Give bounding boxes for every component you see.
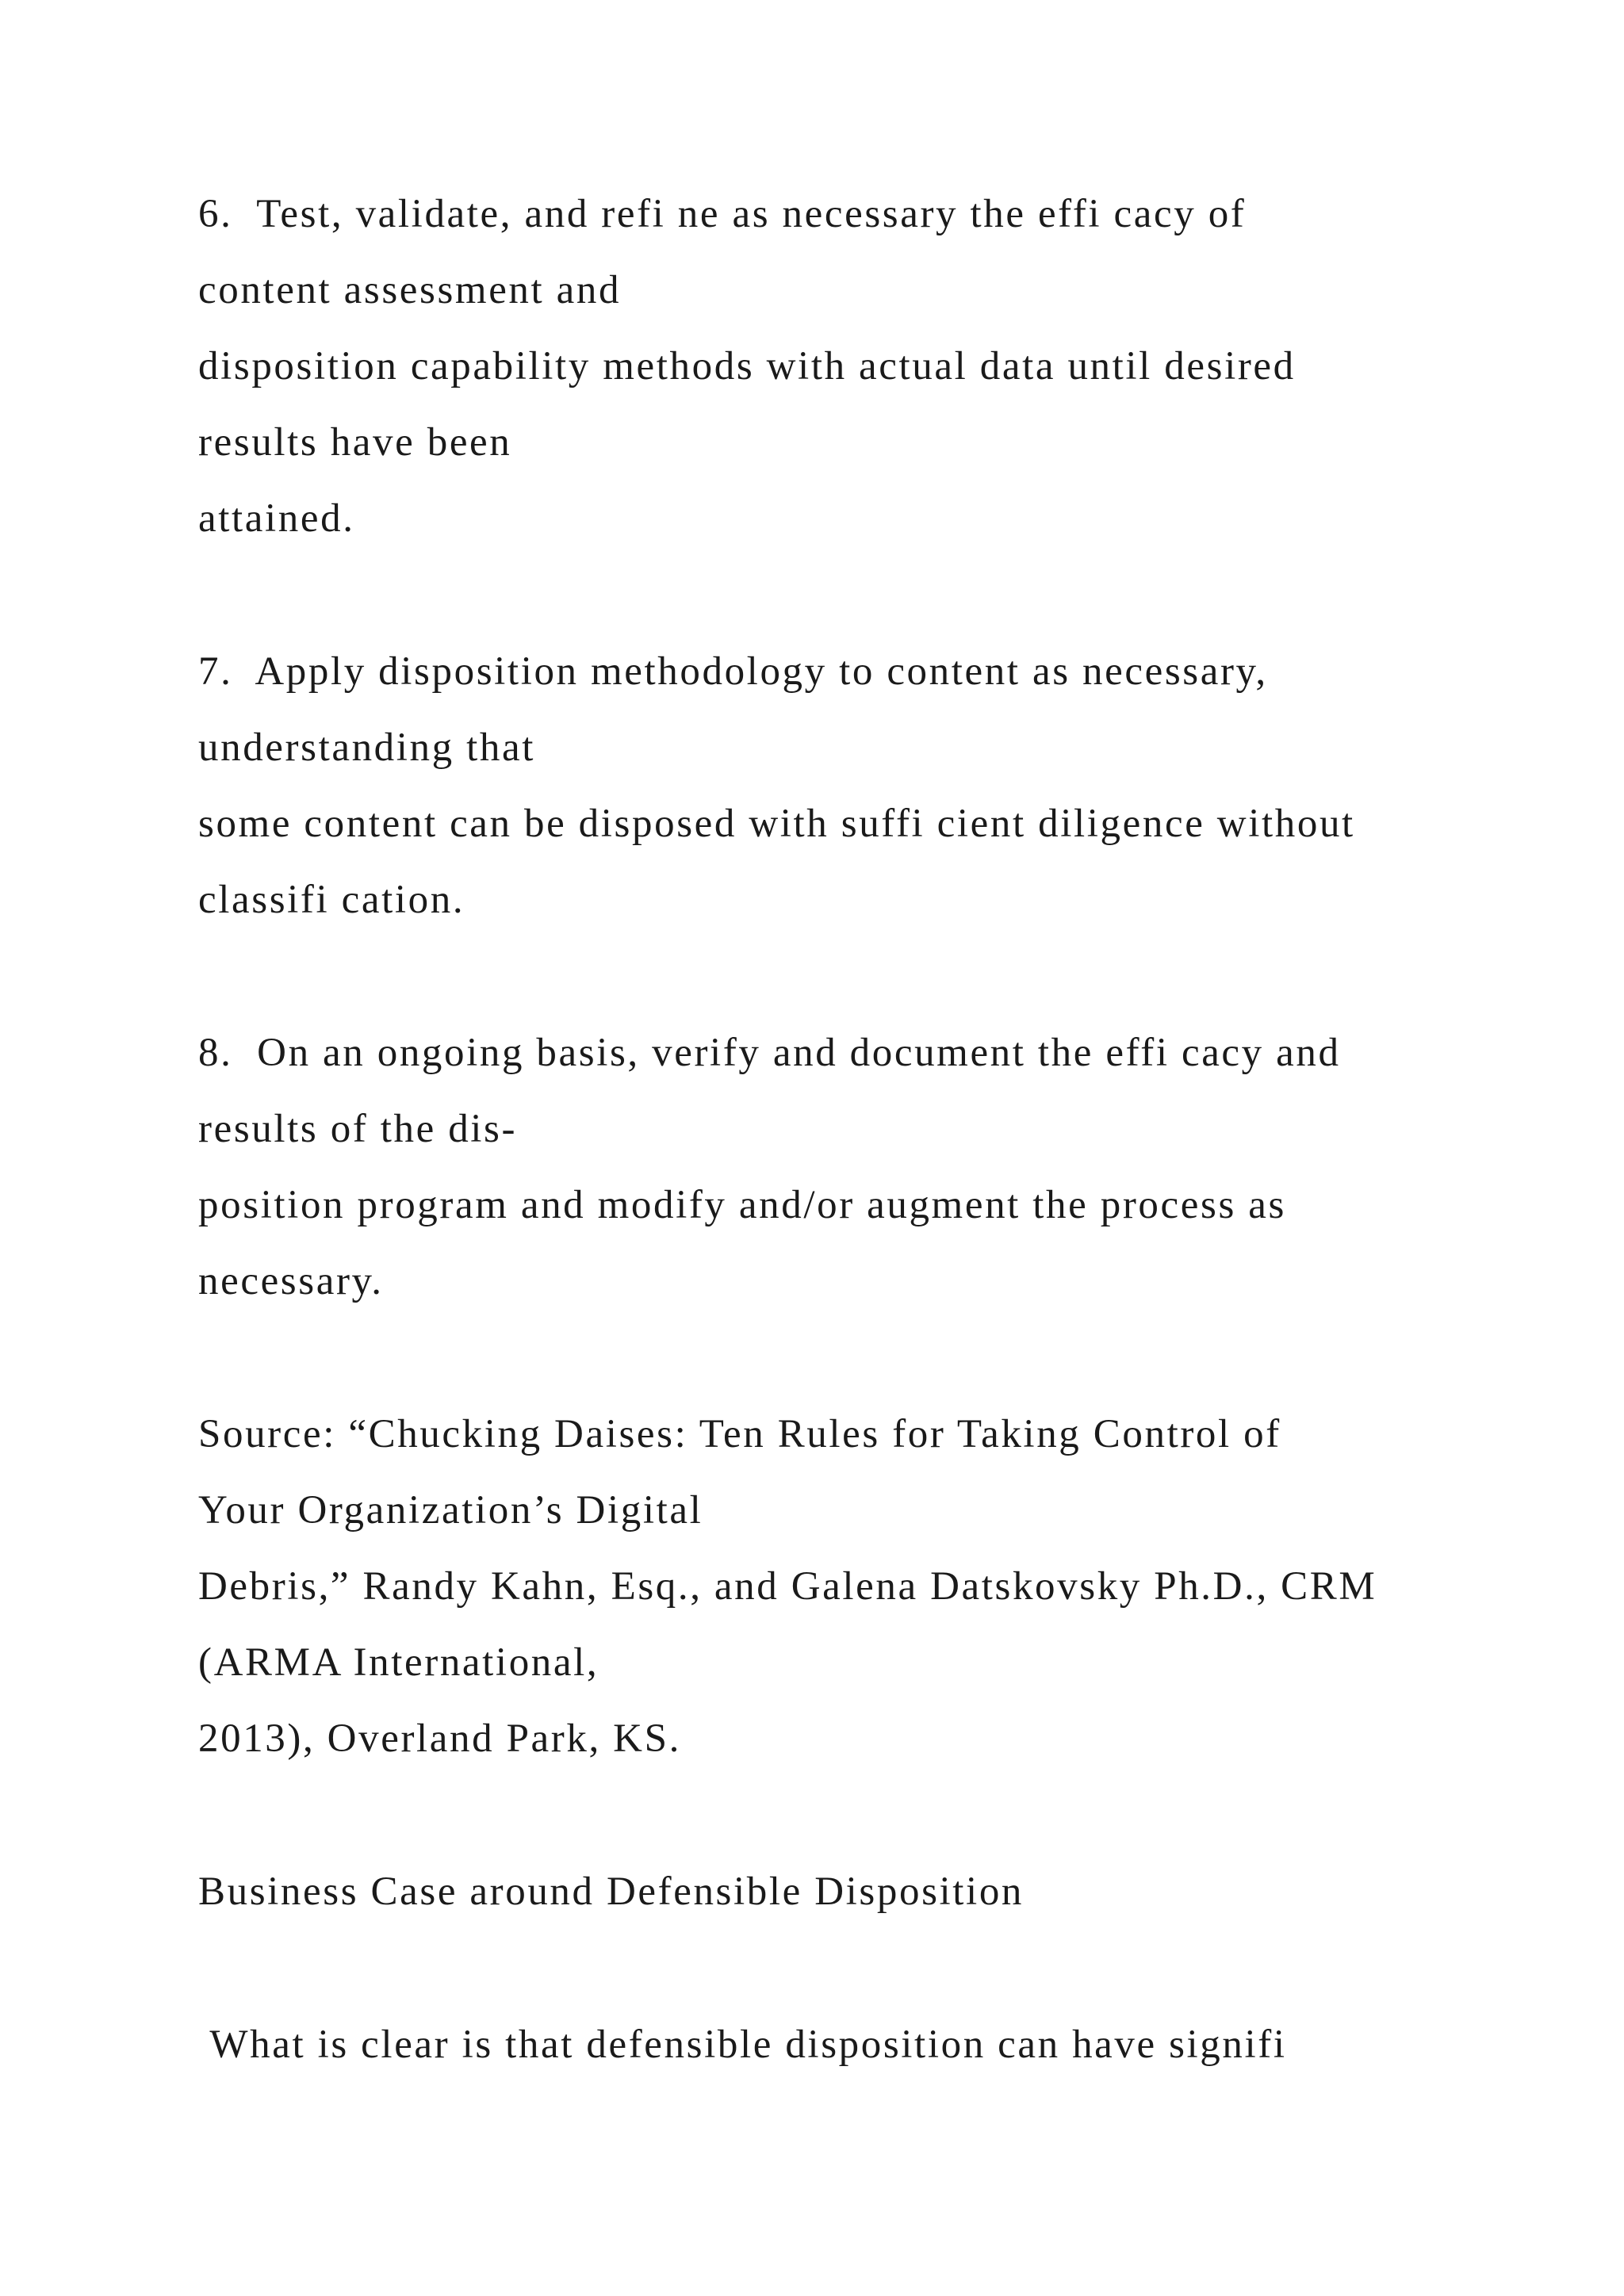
- text-line: results have been: [198, 420, 512, 465]
- text-line: results of the dis-: [198, 1107, 518, 1151]
- section-heading: Business Case around Defensible Disposition: [198, 1869, 1025, 1914]
- text-line: some content can be disposed with suffi cient diligence without: [198, 802, 1355, 846]
- text-line: classifi cation.: [198, 878, 465, 922]
- text-line: attained.: [198, 496, 355, 541]
- paragraph-start: What is clear is that defensible disposition can have signifi: [198, 2022, 1287, 2067]
- text-line: Your Organization’s Digital: [198, 1488, 703, 1533]
- text-line: 8. On an ongoing basis, verify and document the effi cacy and: [198, 1031, 1341, 1075]
- text-line: 7. Apply disposition methodology to content as necessary,: [198, 649, 1268, 694]
- text-line: 6. Test, validate, and refi ne as necessary the effi cacy of: [198, 192, 1247, 236]
- text-line: content assessment and: [198, 268, 622, 312]
- text-line: necessary.: [198, 1259, 384, 1303]
- text-line: Source: “Chucking Daises: Ten Rules for Taking Control of: [198, 1412, 1281, 1456]
- text-line: 2013), Overland Park, KS.: [198, 1716, 681, 1761]
- text-line: disposition capability methods with actual data until desired: [198, 344, 1296, 388]
- text-line: Debris,” Randy Kahn, Esq., and Galena Datskovsky Ph.D., CRM: [198, 1564, 1377, 1609]
- text-line: position program and modify and/or augment the process as: [198, 1183, 1286, 1227]
- text-line: (ARMA International,: [198, 1640, 599, 1685]
- text-line: understanding that: [198, 725, 535, 770]
